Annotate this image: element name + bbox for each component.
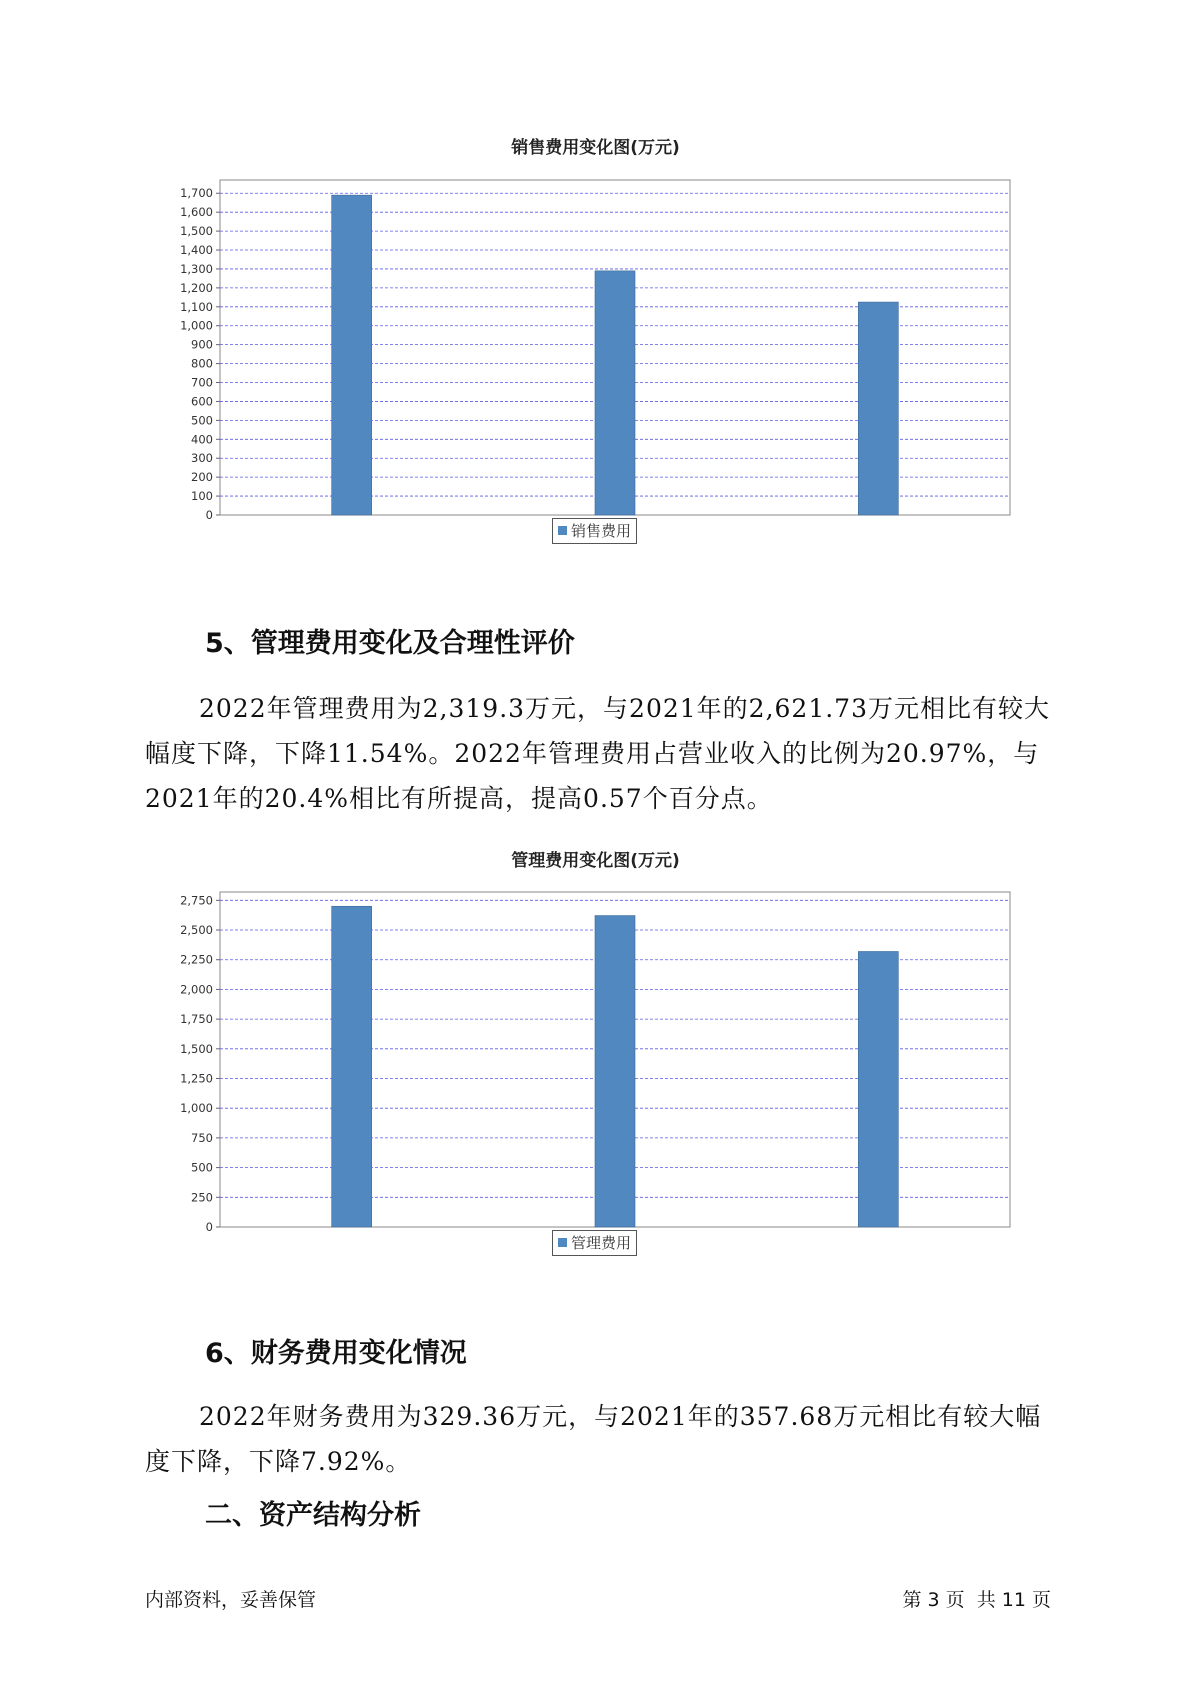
bar-2018年	[332, 195, 372, 515]
y-tick-label: 1,400	[180, 243, 213, 258]
y-tick-label: 1,700	[180, 186, 213, 201]
legend-swatch-icon	[558, 1238, 567, 1247]
y-tick-label: 500	[191, 1160, 213, 1175]
bar-2022年	[858, 951, 898, 1227]
y-tick-label: 2,750	[180, 893, 213, 908]
y-tick-label: 1,300	[180, 261, 213, 276]
y-tick-label: 200	[191, 470, 213, 485]
chart-title-admin: 管理费用变化图(万元)	[511, 851, 680, 871]
y-tick-label: 700	[191, 375, 213, 390]
y-tick-label: 1,750	[180, 1012, 213, 1027]
y-tick-label: 0	[205, 508, 213, 520]
y-tick-label: 800	[191, 356, 213, 371]
y-tick-label: 1,500	[180, 224, 213, 239]
y-tick-label: 1,500	[180, 1041, 213, 1056]
legend-swatch-icon	[558, 526, 567, 535]
y-tick-label: 600	[191, 394, 213, 409]
y-tick-label: 1,000	[180, 1101, 213, 1116]
y-tick-label: 1,600	[180, 205, 213, 220]
y-tick-label: 1,200	[180, 280, 213, 295]
y-tick-label: 750	[191, 1130, 213, 1145]
section-heading-asset-structure: 二、资产结构分析	[205, 1500, 421, 1531]
bar-2021年	[595, 916, 635, 1227]
admin-expense-chart	[150, 882, 1020, 1232]
y-tick-label: 1,000	[180, 318, 213, 333]
y-tick-label: 250	[191, 1190, 213, 1205]
y-tick-label: 2,000	[180, 982, 213, 997]
bar-2018年	[332, 906, 372, 1227]
y-tick-label: 100	[191, 489, 213, 504]
y-tick-label: 1,250	[180, 1071, 213, 1086]
legend-admin	[552, 1230, 637, 1256]
y-tick-label: 900	[191, 337, 213, 352]
section-heading-5: 5、管理费用变化及合理性评价	[205, 628, 575, 659]
legend-label: 销售费用	[571, 522, 632, 540]
bar-2022年	[858, 302, 898, 515]
y-tick-label: 400	[191, 432, 213, 447]
legend-label: 管理费用	[571, 1234, 632, 1252]
footer-page-number: 第 3 页 共 11 页	[902, 1589, 1051, 1611]
section-paragraph-6: 2022年财务费用为329.36万元，与2021年的357.68万元相比有较大幅度下降，下降7.92%。	[145, 1402, 1042, 1476]
legend-sales	[552, 518, 637, 544]
y-tick-label: 2,500	[180, 923, 213, 938]
y-tick-label: 500	[191, 413, 213, 428]
section-heading-6: 6、财务费用变化情况	[205, 1338, 467, 1369]
y-tick-label: 0	[205, 1220, 213, 1232]
bar-2021年	[595, 271, 635, 515]
footer-confidential-note: 内部资料，妥善保管	[145, 1589, 317, 1611]
y-tick-label: 2,250	[180, 952, 213, 967]
y-tick-label: 1,100	[180, 299, 213, 314]
sales-expense-chart	[150, 170, 1020, 520]
chart-title-sales: 销售费用变化图(万元)	[511, 138, 680, 158]
y-tick-label: 300	[191, 451, 213, 466]
section-paragraph-5: 2022年管理费用为2,319.3万元，与2021年的2,621.73万元相比有较大幅度下降，下降11.54%。2022年管理费用占营业收入的比例为20.97%，与2021年的20.4%相比有所提高，提高0.57个百分点。	[145, 694, 1050, 813]
